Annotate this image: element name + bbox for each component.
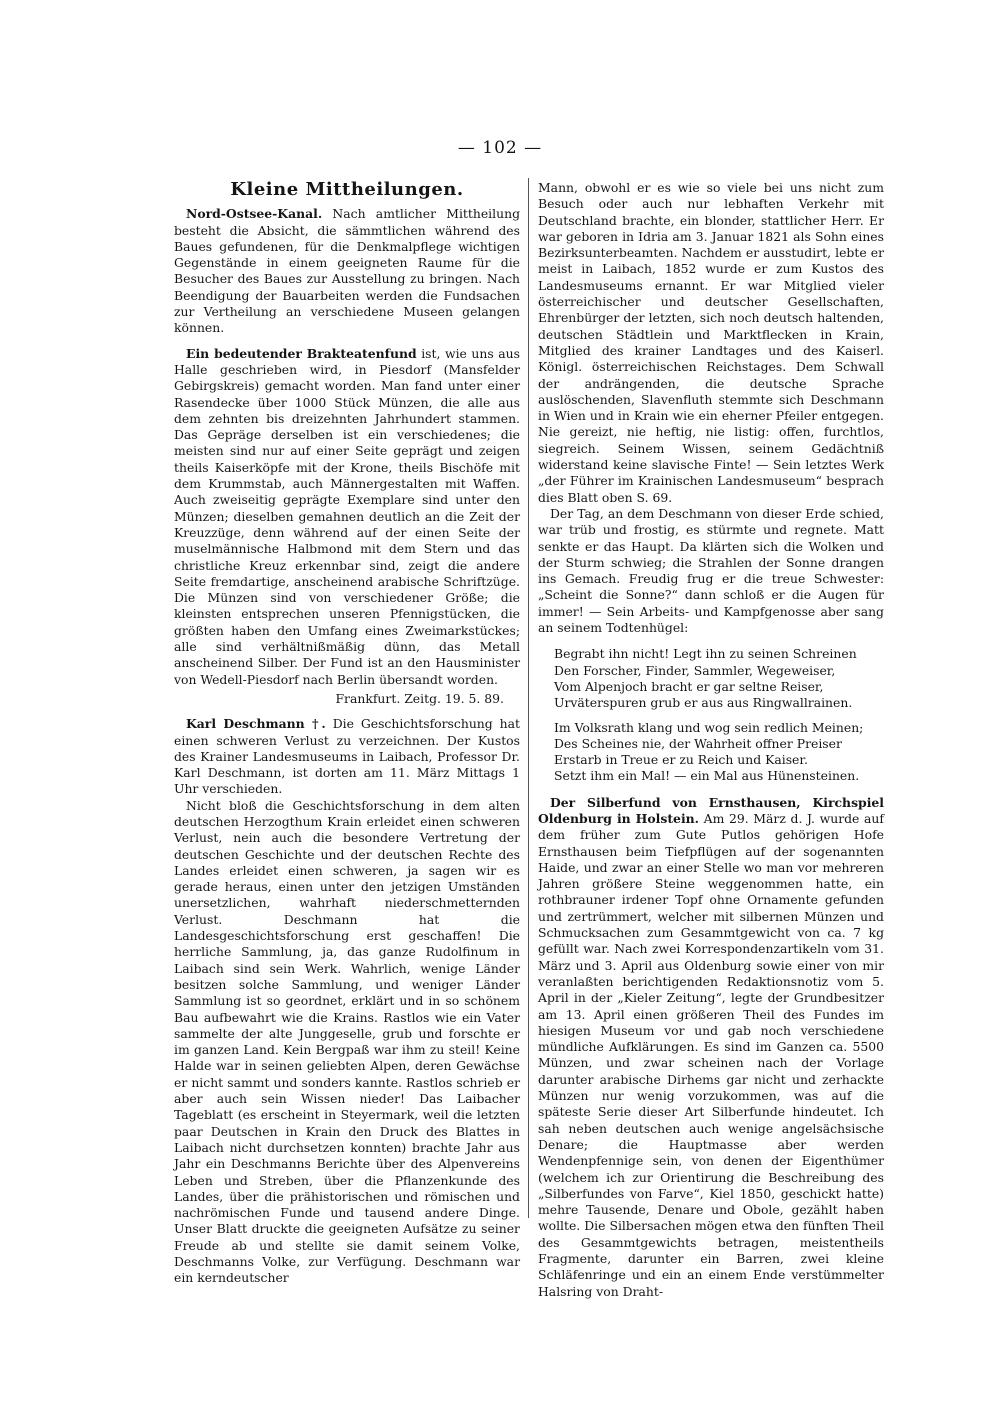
poem <box>554 646 884 784</box>
article-brakteatenfund <box>174 346 520 688</box>
poem-stanza <box>554 646 884 711</box>
poem-line: Begrabt ihn nicht! Legt ihn zu seinen Schreinen <box>554 646 857 662</box>
article-title: Der Silberfund von Ernsthausen, Kirchspiel Oldenburg in Holstein. <box>538 794 884 826</box>
article-paragraph: Nicht bloß die Geschichtsforschung in dem alten deutschen Herzogthum Krain erleidet einen schweren Verlust, nein auch die besondere Vertretung der deutschen Geschichte und der deutschen Rechte des Landes erleidet einen schweren, ja sagen wir es gerade heraus, einen unter den jetzigen Umständen unersetzlichen, wahrhaft niederschmetternden Verlust. Deschmann hat die Landesgeschichtsforschung erst geschaffen! Die herrliche Sammlung, ja, das ganze Rudolfinum in Laibach sind sein Werk. Wahrlich, wenige Länder besitzen solche Sammlung, und weniger Länder Sammlung ist so geordnet, erklärt und in so schönem Bau aufbewahrt wie die Krains. Rastlos wie ein Vater sammelte der alte Junggeselle, grub und forschte er im ganzen Land. Kein Bergpaß war ihm zu steil! Keine Halde war in seinen geliebten Alpen, deren Gewächse er nicht sammt und sonders kannte. Rastlos schrieb er aber auch sein Wissen nieder! Das Laibacher Tageblatt (es erscheint in Steyermark, weil die letzten paar Deutschen in Krain den Druck des Blattes in Laibach nicht durchsetzen konnten) brachte Jahr aus Jahr ein Deschmanns Berichte über des Alpenvereins Leben und Streben, über die Pflanzenkunde des Landes, über die prähistorischen und römischen und nachrömischen Funde und tausend andere Dinge. Unser Blatt druckte die geeigneten Aufsätze zu seiner Freude ab und stellte sie damit seinem Volke, Deschmanns Volke, zur Verfügung. Deschmann war ein kerndeutscher <box>174 797 520 1286</box>
section-heading: Kleine Mittheilungen. <box>230 179 464 200</box>
poem-line: Im Volksrath klang und wog sein redlich Meinen; <box>554 719 864 735</box>
poem-line: Setzt ihm ein Mal! — ein Mal aus Hünensteinen. <box>554 768 860 784</box>
article-text: Am 29. März d. J. wurde auf dem früher zum Gute Putlos gehörigen Hofe Ernsthausen beim Tiefpflügen auf der sogenannten Haide, und zwar an einer Stelle wo man vor mehreren Jahren größere Steine weggenommen hatte, ein rothbrauner irdener Topf ohne Ornamente gefunden und zertrümmert, welcher mit silbernen Münzen und Schmucksachen zum Gesammtgewicht von ca. 7 kg gefüllt war. Nach zwei Korrespondenzartikeln vom 31. März und 3. April aus Oldenburg sowie einer von mir veranlaßten berichtigenden Redaktionsnotiz vom 5. April in der „Kieler Zeitung“, legte der Grundbesitzer am 13. April einen größeren Theil des Fundes im hiesigen Museum vor und gab noch verschiedene mündliche Aufklärungen. Es sind im Ganzen ca. 5500 Münzen, und zwar scheinen nach der Vorlage darunter arabische Dirhems gar nicht und zerhackte Münzen nur wenig vorzukommen, was auf die späteste Serie dieser Art Silberfunde hindeutet. Ich sah neben deutschen auch wenige angelsächsische Denare; die Hauptmasse aber werden Wendenpfennige sein, von denen der Eigenthümer (welchem ich zur Orientirung die Beschreibung des „Silberfundes von Farve“, Kiel 1850, geschickt hatte) mehre Tausende, Denare und Obole, gezählt haben wollte. Die Silbersachen mögen etwa den fünften Theil des Gesammtgewichts betragen, meistentheils Fragmente, darunter ein Barren, zwei kleine Schläfenringe und ein an einem Ende verstümmelter Halsring von Draht- <box>538 810 884 1299</box>
article-source: Frankfurt. Zeitg. 19. 5. 89. <box>335 690 504 706</box>
article-text: ist, wie uns aus Halle geschrieben wird, in Piesdorf (Mansfelder Gebirgskreis) gemacht worden. Man fand unter einer Rasendecke über 1000 Stück Münzen, die alle aus dem zehnten bis dreizehnten Jahrhundert stammen. Das Gepräge derselben ist ein verschiedenes; die meisten sind nur auf einer Seite geprägt und zeigen theils Kaiserköpfe mit der Krone, theils Bischöfe mit dem Krummstab, auch Männergestalten mit Waffen. Auch zweiseitig geprägte Exemplare sind unter den Münzen; dieselben gemahnen deutlich an die Zeit der Kreuzzüge, denn während auf der einen Seite der muselmännische Halbmond mit dem Stern und das christliche Kreuz erkennbar sind, zeigt die andere Seite fremdartige, anscheinend arabische Schriftzüge. Die Münzen sind von verschiedener Größe; die kleinsten entsprechen unseren Pfennigstücken, die größten haben den Umfang eines Zweimarkstückes; alle sind verhältnißmäßig dünn, das Metall anscheinend Silber. Der Fund ist an den Hausminister von Wedell-Piesdorf nach Berlin übersandt worden. <box>174 345 520 687</box>
page-number: — 102 — <box>457 138 543 158</box>
article-paragraph: Der Tag, an dem Deschmann von dieser Erde schied, war trüb und frostig, es stürmte und regnete. Matt senkte er das Haupt. Da klärten sich die Wolken und der Sturm schwieg; die Strahlen der Sonne drangen ins Gemach. Freudig frug er die treue Schwester: „Scheint die Sonne?“ dann schloß er die Augen für immer! — Sein Arbeits- und Kampfgenosse aber sang an seinem Todtenhügel: <box>538 505 884 636</box>
article-title: Ein bedeutender Brakteatenfund <box>186 345 417 361</box>
article-deschmann <box>174 716 520 797</box>
column-divider <box>528 178 529 1218</box>
poem-line: Den Forscher, Finder, Sammler, Wegeweiser, <box>554 662 836 678</box>
article-title: Nord-Ostsee-Kanal. <box>186 206 323 222</box>
right-column <box>538 180 884 1300</box>
poem-stanza <box>554 720 884 785</box>
poem-line: Urväterspuren grub er aus aus Ringwallrainen. <box>554 695 853 711</box>
article-text: Die Geschichtsforschung hat einen schweren Verlust zu verzeichnen. Der Kustos des Krainer Landesmuseums in Laibach, Professor Dr. Karl Deschmann, ist dorten am 11. März Mittags 1 Uhr verschieden. <box>174 716 520 797</box>
poem-line: Des Scheines nie, der Wahrheit offner Preiser <box>554 735 842 751</box>
article-title: Karl Deschmann †. <box>186 716 326 732</box>
article-paragraph: Mann, obwohl er es wie so viele bei uns nicht zum Besuch oder auch nur lebhaften Verkehr mit Deutschland brachte, ein blonder, stattlicher Herr. Er war geboren in Idria am 3. Januar 1821 als Sohn eines Bezirksunterbeamten. Nachdem er ausstudirt, lebte er meist in Laibach, 1852 wurde er zum Kustos des Landesmuseums ernannt. Er war Mitglied vieler österreichischer und deutscher Gesellschaften, Ehrenbürger der letzten, sich noch deutsch haltenden, deutschen Städtlein und Marktflecken in Krain, Mitglied des krainer Landtages und des Kaiserl. Königl. österreichischen Reichstages. Dem Schwall der andrängenden, die deutsche Sprache auslöschenden, Slavenfluth stemmte sich Deschmann in Wien und in Krain wie ein eherner Pfeiler entgegen. Nie gereizt, nie heftig, nie listig: offen, furchtlos, siegreich. Seinem Wissen, seinem Gedächtniß widerstand keine slavische Finte! — Sein letztes Werk „der Führer im Krainischen Landesmuseum“ besprach dies Blatt oben S. 69. <box>538 180 884 505</box>
article-nord-ostsee-kanal <box>174 206 520 336</box>
left-column <box>174 180 520 1287</box>
poem-line: Erstarb in Treue er zu Reich und Kaiser. <box>554 752 808 768</box>
article-text: Nach amtlicher Mittheilung besteht die Absicht, die sämmtlichen während des Baues gefundenen, für die Denkmalpflege wichtigen Gegenstände in einem geeigneten Raume für die Besucher des Baues zur Ausstellung zu bringen. Nach Beendigung der Bauarbeiten werden die Fundsachen zur Vertheilung an verschiedene Museen gelangen können. <box>174 206 520 336</box>
poem-line: Vom Alpenjoch bracht er gar seltne Reiser, <box>554 678 824 694</box>
article-silberfund <box>538 795 884 1300</box>
